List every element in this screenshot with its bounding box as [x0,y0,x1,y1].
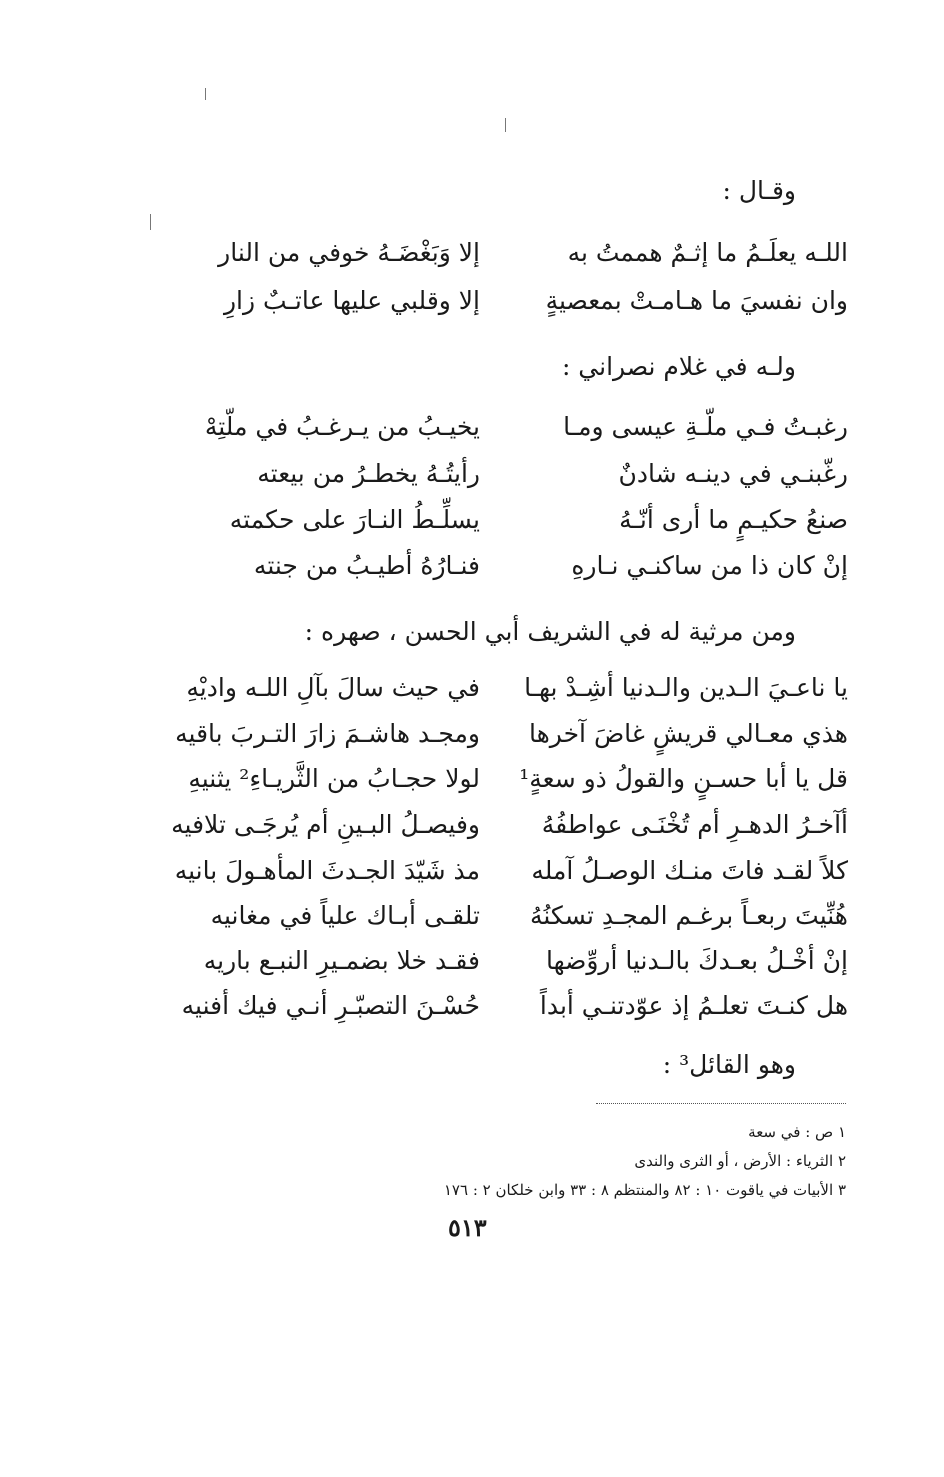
verse-second-hemistich: ومجـد هاشـمَ زارَ التـربَ باقيه [175,719,480,748]
verse-second-hemistich: في حيث سالَ بآلِ اللـه واديْهِ [186,673,480,702]
verse-second-hemistich: يسلِّـطُ النـارَ على حكمته [229,505,480,534]
verse-first-hemistich: اللـه يعلَـمُ ما إثـمٌ هممتُ به [567,238,848,267]
verse-first-hemistich: أآخـرُ الدهـرِ أم تُخْنَـى عواطفُهُ [541,810,848,839]
verse-second-hemistich: إلا وَبَغْضَـهُ خوفي من النار [218,238,480,267]
verse-first-hemistich: هذي معـالي قريشٍ غاضَ آخرها [529,719,848,748]
verse-first-hemistich: صنعُ حكيـمٍ ما أرى أنّـهُ [619,505,848,534]
verse-second-hemistich: تلقـى أبـاك علياً في مغانيه [210,901,480,930]
footnote-separator [596,1103,846,1104]
verse-line [140,938,848,984]
section-heading: وقـال : [722,176,796,205]
verse-second-hemistich: لولا حجـابُ من الثَّريـاءِ² يثنيهِ [188,764,480,793]
section-heading: وهو القائل³ : [662,1050,796,1079]
verse-line [140,711,848,757]
verse-first-hemistich: هل كنـتَ تعلـمُ إذ عوّدتنـي أبداً [539,991,848,1020]
footnote: ٣ الأبيات في ياقوت ١٠ : ٨٢ والمنتظم ٨ : ٣٣ وابن خلكان ٢ : ١٧٦ [443,1181,846,1199]
verse-line [140,451,848,497]
verse-second-hemistich: مذ شَيّدَ الجـدثَ المأهـولَ بانيه [174,856,480,885]
verse-line [140,404,848,450]
verse-first-hemistich: رغّبنـي في دينـه شادنٌ [618,459,848,488]
verse-second-hemistich: يخيـبُ من يـرغـبُ في ملّتِهْ [204,412,480,441]
verse-line [140,278,848,324]
verse-first-hemistich: وان نفسيَ ما هـامـتْ بمعصيةٍ [545,286,848,315]
section-heading: ولـه في غلام نصراني : [561,352,796,381]
verse-second-hemistich: إلا وقلبي عليها عاتـبٌ زارِ [223,286,480,315]
footnote: ٢ الثرياء : الأرض ، أو الثرى والندى [634,1152,846,1170]
verse-line [140,983,848,1029]
verse-second-hemistich: فنـارُهُ أطيـبُ من جنته [253,551,480,580]
footnote: ١ ص : في سعة [748,1123,846,1141]
verse-line [140,543,848,589]
verse-first-hemistich: إنْ أخْـلُ بعـدكَ بالـدنيا أروِّضها [545,946,848,975]
verse-line [140,497,848,543]
page-number: ٥١٣ [448,1213,487,1242]
verse-line [140,893,848,939]
section-heading: ومن مرثية له في الشريف أبي الحسن ، صهره : [304,617,796,646]
verse-first-hemistich: رغبـتُ فـي ملّـةِ عيسى ومـا [563,412,848,441]
verse-line [140,230,848,276]
scan-mark [150,214,151,230]
verse-second-hemistich: رأيتُـهُ يخطـرُ من بيعته [257,459,480,488]
scan-mark [205,88,206,100]
verse-second-hemistich: حُسْـنَ التصبّـرِ أنـي فيك أفنيه [181,991,480,1020]
verse-first-hemistich: قل يا أبا حسـنٍ والقولُ ذو سعةٍ¹ [519,764,848,793]
verse-line [140,665,848,711]
verse-first-hemistich: كلاً لقـد فاتَ منـك الوصـلُ آمله [531,856,848,885]
verse-line [140,756,848,802]
verse-first-hemistich: إنْ كان ذا من ساكنـي نـارهِ [571,551,848,580]
verse-second-hemistich: فقـد خلا بضمـيرِ النبـع باريه [203,946,480,975]
verse-first-hemistich: يا ناعـيَ الـدين والـدنيا أشِـدْ بهـا [524,673,848,702]
verse-line [140,848,848,894]
verse-first-hemistich: هُنِّيتَ ربعـاً برغـم المجـدِ تسكنُهُ [529,901,848,930]
verse-line [140,802,848,848]
verse-second-hemistich: وفيصـلُ البـينِ أم يُرجَـى تلافيه [171,810,480,839]
scan-mark [505,118,506,132]
